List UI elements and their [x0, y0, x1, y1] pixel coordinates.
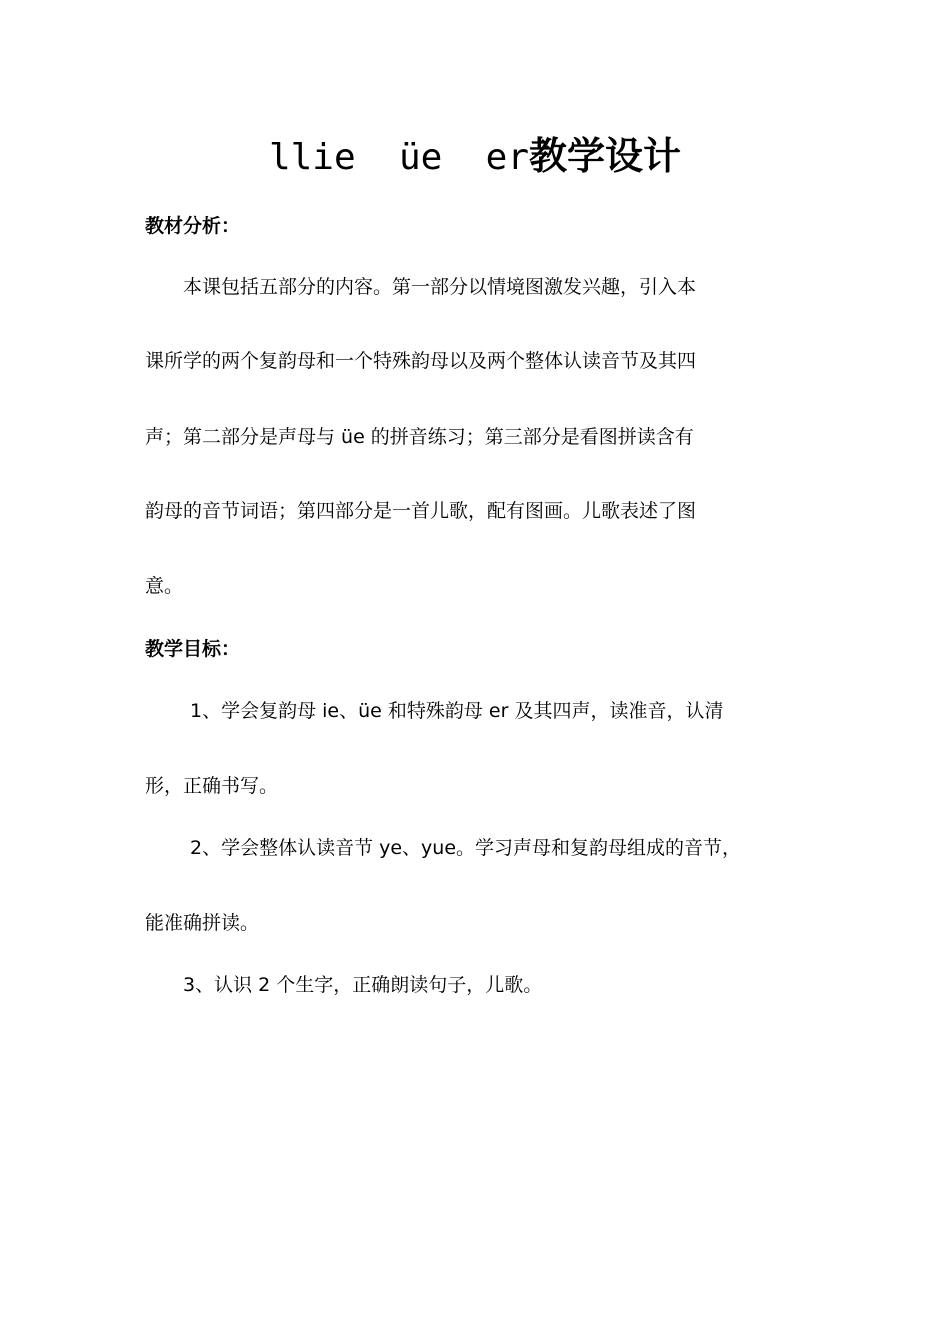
objective-line-5: 3、认识 2 个生字，正确朗读句子，儿歌。: [183, 974, 543, 996]
analysis-line-1: 本课包括五部分的内容。第一部分以情境图激发兴趣，引入本: [183, 276, 697, 298]
title-latin: llie üe er: [268, 137, 530, 178]
objective-line-2: 形，正确书写。: [145, 775, 279, 797]
section-heading-objectives: 教学目标：: [145, 638, 241, 660]
analysis-line-3: 声；第二部分是声母与 üe 的拼音练习；第三部分是看图拼读含有: [145, 426, 694, 448]
objective-line-3: 2、学会整体认读音节 ye、yue。学习声母和复韵母组成的音节，: [190, 837, 742, 859]
analysis-line-4: 韵母的音节词语；第四部分是一首儿歌，配有图画。儿歌表述了图: [145, 500, 697, 522]
objective-line-4: 能准确拼读。: [145, 912, 260, 934]
analysis-line-2: 课所学的两个复韵母和一个特殊韵母以及两个整体认读音节及其四: [145, 350, 697, 372]
section-heading-analysis: 教材分析：: [145, 215, 241, 237]
analysis-line-5: 意。: [145, 575, 184, 597]
page-title: [0, 128, 950, 186]
title-cjk: 教学设计: [529, 134, 682, 178]
objective-line-1: 1、学会复韵母 ie、üe 和特殊韵母 er 及其四声，读准音，认清: [190, 700, 724, 722]
